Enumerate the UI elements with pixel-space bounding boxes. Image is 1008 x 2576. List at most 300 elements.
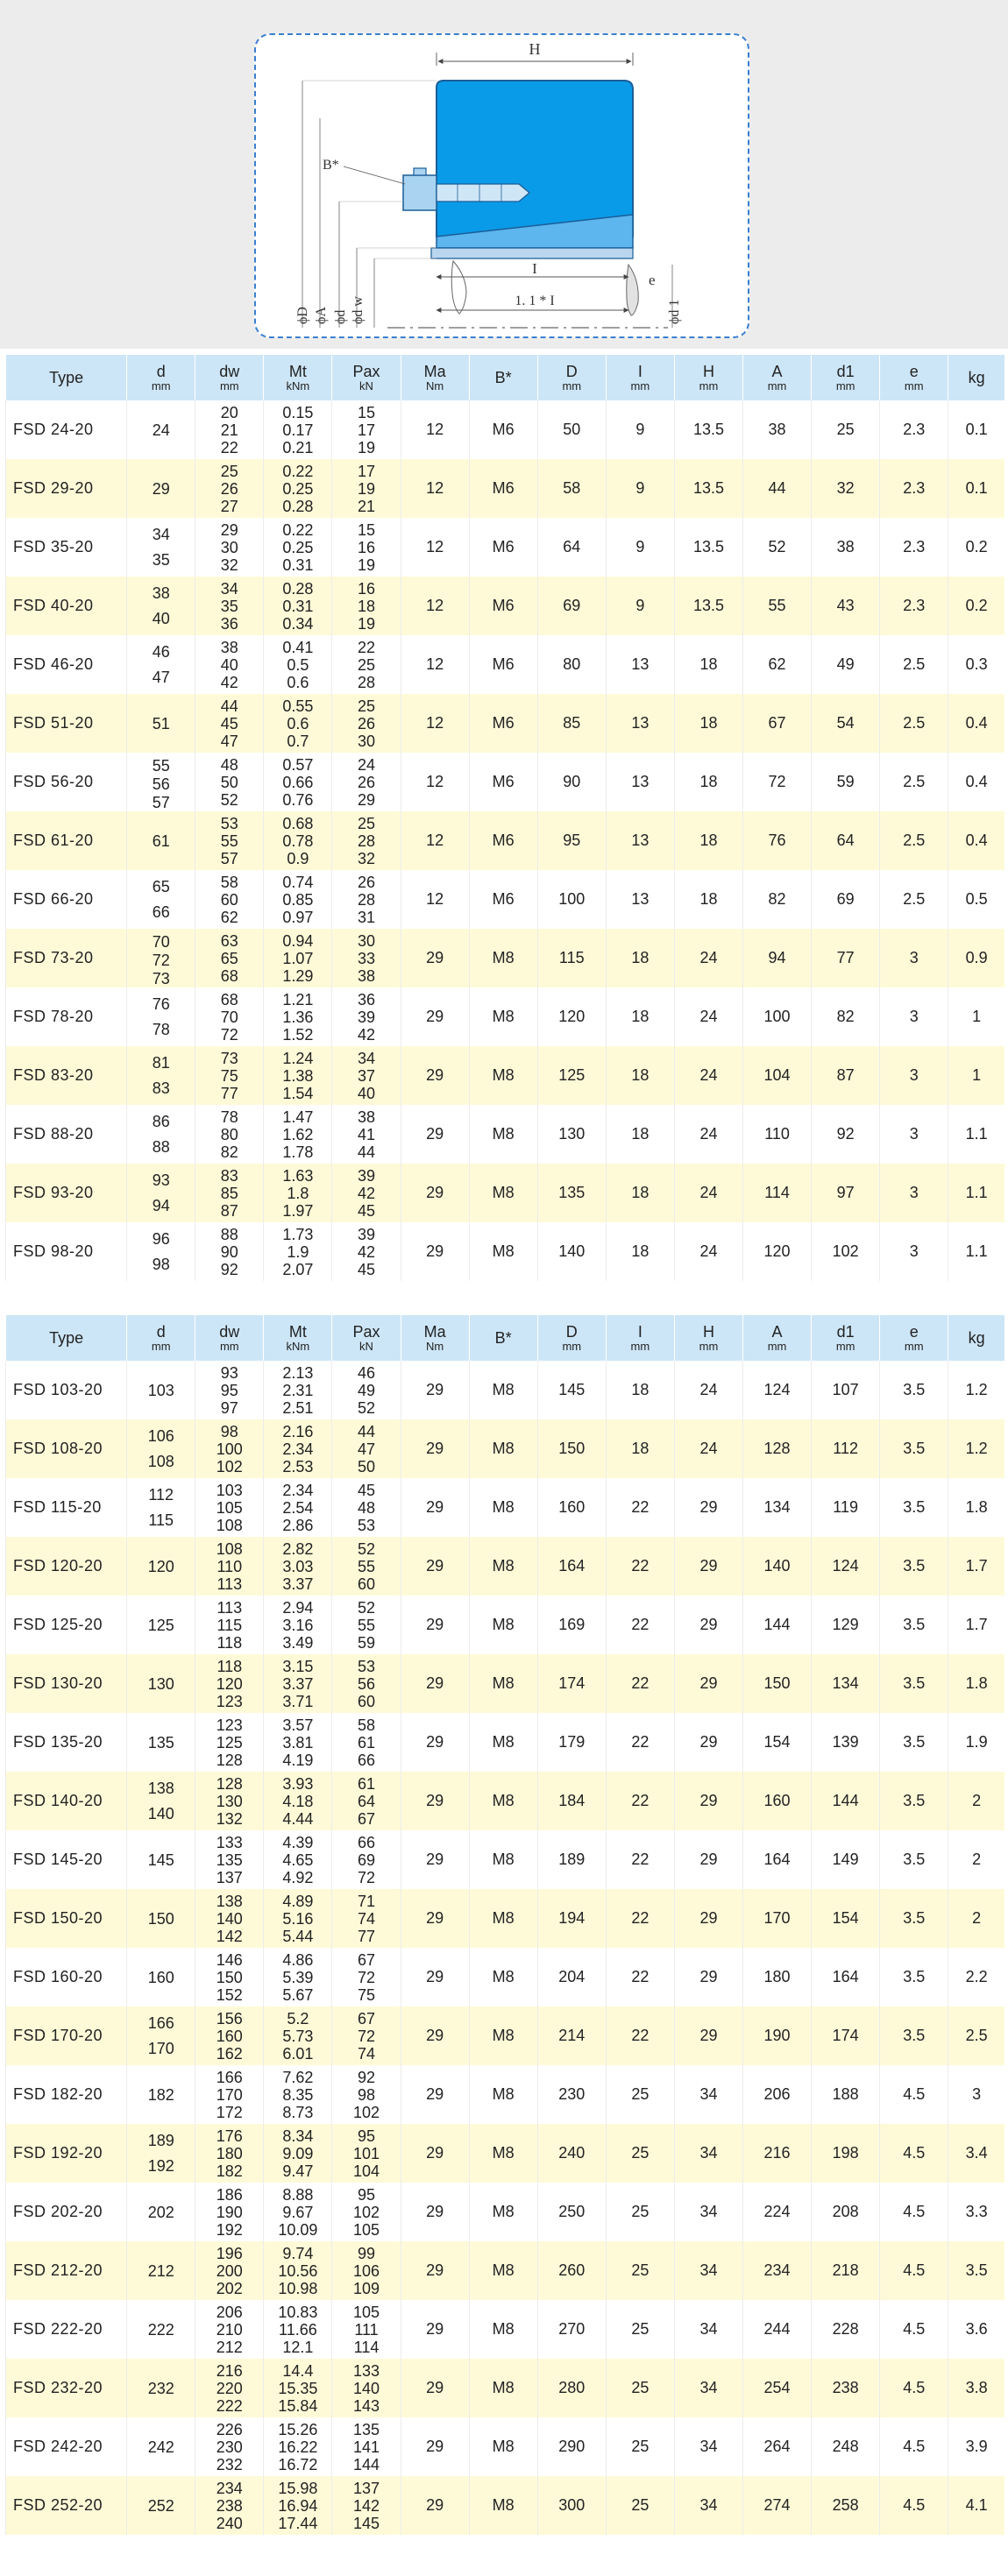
mt-value: 9.09 [282,2144,314,2162]
kg-cell: 1.1 [948,1164,1004,1222]
pax-value: 33 [357,949,376,967]
d-value: 34 [152,525,170,543]
dw-value: 70 [220,1008,238,1026]
d-value: 125 [147,1616,174,1634]
dw-value: 196 [216,2244,243,2262]
d1-cell: 87 [812,1046,880,1105]
d-cell [127,518,195,577]
d1-cell: 77 [812,929,880,987]
mt-value: 0.28 [282,579,314,598]
pax-cell [332,2300,401,2359]
b-cell: M8 [469,929,537,987]
type-cell: FSD 135-20 [6,1713,127,1772]
pax-value: 40 [357,1084,376,1102]
pax-value: 17 [357,421,376,439]
pax-cell [332,1948,401,2006]
dw-value: 77 [220,1084,238,1102]
a-cell: 110 [743,1105,812,1164]
kg-cell: 2 [948,1830,1004,1889]
mt-cell [264,1046,332,1105]
dw-value: 152 [216,1985,243,2004]
i-cell: 25 [606,2359,674,2417]
d1-cell: 25 [812,400,880,459]
kg-cell: 3.4 [948,2124,1004,2183]
column-name: kg [968,1328,985,1347]
pax-cell [332,694,401,753]
mt-value: 2.34 [282,1440,314,1458]
column-header [606,355,674,400]
column-unit: Nm [425,379,444,393]
pax-value: 64 [357,1792,376,1810]
kg-cell: 0.4 [948,811,1004,870]
dw-value: 108 [216,1539,243,1558]
column-name: d1 [836,1322,855,1341]
table-row [6,577,1005,635]
d-value: 106 [147,1426,174,1445]
dw-value: 142 [216,1927,243,1945]
dw-value: 123 [216,1692,243,1710]
column-name: kg [968,368,985,386]
d1-cell: 164 [812,1948,880,2006]
column-header [880,355,948,400]
mt-value: 0.55 [282,697,314,715]
dw-value: 58 [220,873,238,891]
pax-value: 61 [357,1733,376,1752]
dw-value: 226 [216,2420,243,2438]
i-cell: 22 [606,1772,674,1830]
d-cell: 260 [537,2241,606,2300]
d1-cell: 188 [812,2065,880,2124]
mt-value: 3.49 [282,1633,314,1652]
pax-value: 16 [357,579,376,598]
kg-cell: 3.9 [948,2417,1004,2476]
pax-value: 41 [357,1125,376,1143]
mt-value: 3.93 [282,1774,314,1793]
b-cell: M8 [469,2006,537,2065]
bolt-shank [437,184,529,202]
e-cell: 3.5 [880,1596,948,1654]
mt-value: 0.21 [282,438,314,456]
h-cell: 29 [674,1537,742,1596]
pax-value: 74 [357,2044,376,2063]
pax-value: 26 [357,714,376,732]
pax-value: 47 [357,1440,376,1458]
pax-value: 77 [357,1927,376,1945]
mt-cell [264,1948,332,2006]
a-cell: 216 [743,2124,812,2183]
column-header [880,1315,948,1361]
dw-value: 34 [220,579,238,598]
type-cell: FSD 103-20 [6,1361,127,1419]
mt-value: 4.44 [282,1809,314,1828]
d-value: 66 [152,902,170,921]
column-name: I [637,1322,642,1341]
mt-value: 5.16 [282,1909,314,1928]
pax-value: 114 [353,2338,380,2356]
column-header [264,355,332,400]
mt-value: 16.22 [278,2438,318,2456]
table-row [6,987,1005,1046]
e-cell: 3.5 [880,1830,948,1889]
d-cell [127,635,195,694]
label-phi-d1: ϕd 1 [667,299,682,324]
dw-value: 95 [220,1381,238,1399]
column-unit: kNm [286,1339,310,1353]
ma-cell: 29 [401,1164,469,1222]
table-row [6,2124,1005,2183]
column-unit: kN [359,379,373,393]
d1-cell: 144 [812,1772,880,1830]
column-name: Type [49,368,84,386]
table-header-row [6,355,1005,400]
table-row [6,1222,1005,1281]
d-value: 65 [152,877,170,895]
label-phi-dw: ϕd w [351,296,366,324]
d-value: 212 [147,2261,174,2280]
i-cell: 13 [606,694,674,753]
dw-cell [195,577,264,635]
label-i: I [532,260,537,277]
e-cell: 3.5 [880,1948,948,2006]
pax-cell [332,1361,401,1419]
d-cell [127,2417,195,2476]
d1-cell: 32 [812,459,880,518]
type-cell: FSD 35-20 [6,518,127,577]
table-row [6,1478,1005,1537]
dw-value: 53 [220,814,238,832]
mt-value: 2.16 [282,1422,314,1440]
mt-value: 3.16 [282,1616,314,1634]
column-header [948,355,1004,400]
pax-value: 52 [357,1598,376,1617]
dw-value: 192 [216,2220,243,2239]
d-value: 24 [152,421,170,439]
mt-cell [264,400,332,459]
table-row [6,1046,1005,1105]
mt-value: 2.34 [282,1481,314,1499]
d-value: 166 [147,2013,174,2032]
kg-cell: 0.9 [948,929,1004,987]
d-cell [127,2065,195,2124]
kg-cell: 1.9 [948,1713,1004,1772]
mt-value: 1.38 [282,1066,314,1085]
mt-value: 8.88 [282,2185,314,2204]
pax-value: 72 [357,2027,376,2045]
dw-value: 222 [216,2396,243,2415]
type-cell: FSD 130-20 [6,1654,127,1713]
ma-cell: 29 [401,1889,469,1948]
mt-value: 2.94 [282,1598,314,1617]
dw-value: 21 [220,421,238,439]
i-cell: 9 [606,518,674,577]
d-value: 232 [147,2379,174,2397]
d-cell: 214 [537,2006,606,2065]
d1-cell: 208 [812,2183,880,2241]
column-unit: kNm [286,379,310,393]
h-cell: 29 [674,1948,742,2006]
mt-value: 0.66 [282,773,314,791]
pax-value: 17 [357,462,376,480]
dw-value: 113 [217,1598,243,1617]
dw-cell [195,2124,264,2183]
type-cell: FSD 192-20 [6,2124,127,2183]
e-cell: 4.5 [880,2417,948,2476]
dw-value: 156 [216,2009,243,2028]
dw-value: 108 [216,1516,243,1534]
a-cell: 120 [743,1222,812,1281]
dw-value: 87 [220,1201,238,1220]
mt-value: 0.25 [282,479,314,498]
table-row [6,2417,1005,2476]
pax-cell [332,1772,401,1830]
d1-cell: 139 [812,1713,880,1772]
column-name: d [156,1322,166,1341]
d-value: 94 [152,1196,170,1214]
column-unit: Nm [425,1339,444,1353]
b-cell: M8 [469,2124,537,2183]
d-cell: 140 [537,1222,606,1281]
mt-value: 0.6 [287,714,309,732]
a-cell: 134 [743,1478,812,1537]
pax-value: 38 [357,1108,376,1126]
mt-value: 4.86 [282,1950,314,1969]
d1-cell: 38 [812,518,880,577]
column-unit: mm [904,379,924,393]
b-cell: M8 [469,1537,537,1596]
d-value: 51 [152,714,170,732]
dw-value: 200 [216,2261,243,2280]
mt-value: 2.51 [282,1398,314,1417]
d-value: 150 [147,1909,174,1928]
pax-cell [332,2006,401,2065]
i-cell: 18 [606,1361,674,1419]
a-cell: 72 [743,753,812,811]
a-cell: 164 [743,1830,812,1889]
dw-value: 162 [216,2044,243,2063]
d-cell: 135 [537,1164,606,1222]
b-cell: M8 [469,2476,537,2535]
dw-value: 172 [216,2103,243,2121]
dw-value: 210 [216,2320,243,2339]
kg-cell: 3.8 [948,2359,1004,2417]
pax-value: 72 [357,1968,376,1986]
i-cell: 25 [606,2124,674,2183]
column-header [401,1315,469,1361]
table-row [6,1361,1005,1419]
d1-cell: 97 [812,1164,880,1222]
d-cell: 230 [537,2065,606,2124]
dw-cell [195,1772,264,1830]
pax-cell [332,870,401,929]
mt-value: 0.76 [282,790,314,809]
dw-value: 73 [220,1049,238,1067]
d-value: 93 [152,1171,170,1189]
kg-cell: 1.7 [948,1596,1004,1654]
e-cell: 4.5 [880,2241,948,2300]
dw-cell [195,1654,264,1713]
b-cell: M8 [469,1419,537,1478]
mt-cell [264,2417,332,2476]
dw-value: 20 [220,403,238,421]
mt-value: 0.31 [282,556,314,574]
column-header [537,1315,606,1361]
pax-value: 144 [352,2455,380,2473]
e-cell: 3 [880,1046,948,1105]
dw-value: 166 [216,2068,243,2086]
kg-cell: 1 [948,987,1004,1046]
d-cell: 69 [537,577,606,635]
h-cell: 18 [674,753,742,811]
mt-value: 5.73 [282,2027,314,2045]
mt-value: 1.78 [282,1143,314,1161]
pax-value: 55 [357,1616,376,1634]
table-row [6,1654,1005,1713]
type-cell: FSD 170-20 [6,2006,127,2065]
h-cell: 13.5 [674,577,742,635]
kg-cell: 2.5 [948,2006,1004,2065]
d-value: 138 [147,1779,174,1797]
column-header [812,1315,880,1361]
column-name: D [565,362,578,380]
d1-cell: 102 [812,1222,880,1281]
mt-cell [264,1478,332,1537]
d-cell [127,577,195,635]
a-cell: 150 [743,1654,812,1713]
pax-cell [332,929,401,987]
mt-value: 16.72 [278,2455,318,2473]
dw-cell [195,694,264,753]
type-cell: FSD 125-20 [6,1596,127,1654]
b-cell: M8 [469,1948,537,2006]
kg-cell: 2 [948,1772,1004,1830]
dw-value: 140 [216,1909,243,1928]
pax-value: 106 [352,2261,380,2280]
dw-cell [195,1830,264,1889]
e-cell: 3 [880,1164,948,1222]
mt-cell [264,2300,332,2359]
column-name: D [565,1322,578,1341]
dw-value: 27 [220,497,238,515]
mt-cell [264,753,332,811]
i-cell: 22 [606,1654,674,1713]
d-cell [127,2006,195,2065]
dw-value: 68 [220,990,238,1008]
pax-value: 60 [357,1575,376,1593]
d-value: 72 [152,951,170,969]
a-cell: 82 [743,870,812,929]
e-cell: 2.5 [880,870,948,929]
d-cell [127,1772,195,1830]
d-value: 222 [147,2320,174,2339]
a-cell: 104 [743,1046,812,1105]
pax-value: 69 [357,1851,376,1869]
mt-value: 4.19 [282,1751,314,1769]
d-value: 135 [147,1733,174,1752]
column-unit: mm [699,379,719,393]
e-cell: 4.5 [880,2183,948,2241]
table-row [6,459,1005,518]
pax-cell [332,1478,401,1537]
d-value: 252 [147,2496,174,2515]
mt-cell [264,1713,332,1772]
d-value: 46 [152,642,170,661]
mt-value: 2.31 [282,1381,314,1399]
dw-value: 47 [220,732,238,750]
mt-value: 3.81 [282,1733,314,1752]
dw-value: 40 [220,655,238,674]
pax-cell [332,2183,401,2241]
d1-cell: 69 [812,870,880,929]
dw-cell [195,811,264,870]
pax-value: 42 [357,1184,376,1202]
mt-value: 4.65 [282,1851,314,1869]
dw-cell [195,2417,264,2476]
b-cell: M6 [469,870,537,929]
b-cell: M8 [469,2065,537,2124]
b-cell: M6 [469,400,537,459]
mt-value: 1.36 [282,1008,314,1026]
table-row [6,694,1005,753]
ma-cell: 29 [401,1772,469,1830]
ma-cell: 12 [401,518,469,577]
column-name: B* [494,368,512,386]
d-value: 145 [147,1851,174,1869]
mt-value: 0.17 [282,421,314,439]
d-value: 202 [147,2203,174,2221]
h-cell: 34 [674,2065,742,2124]
e-cell: 3.5 [880,2006,948,2065]
label-e: e [649,272,656,288]
d-value: 189 [147,2131,174,2149]
dw-value: 75 [220,1066,238,1085]
pax-value: 37 [357,1066,376,1085]
pax-value: 53 [357,1657,376,1675]
d-cell: 164 [537,1537,606,1596]
pax-value: 39 [357,1166,376,1185]
dw-value: 97 [220,1398,238,1417]
mt-value: 2.53 [282,1457,314,1476]
ma-cell: 12 [401,811,469,870]
mt-value: 3.15 [282,1657,314,1675]
dw-value: 133 [216,1833,243,1851]
d1-cell: 174 [812,2006,880,2065]
dw-value: 90 [220,1242,238,1261]
label-phi-a: ϕA [314,307,329,324]
column-unit: mm [562,379,582,393]
d-value: 78 [152,1020,170,1038]
mt-value: 0.5 [287,655,309,674]
mt-value: 1.8 [287,1184,309,1202]
ma-cell: 29 [401,1537,469,1596]
mt-value: 1.47 [282,1108,314,1126]
pax-cell [332,635,401,694]
pax-value: 56 [357,1674,376,1693]
dw-value: 110 [217,1557,243,1575]
d-cell: 184 [537,1772,606,1830]
d-cell: 169 [537,1596,606,1654]
column-name: I [637,362,642,380]
h-cell: 29 [674,1772,742,1830]
d-cell [127,459,195,518]
pax-value: 67 [357,1950,376,1969]
mt-value: 0.6 [287,673,309,691]
kg-cell: 3.3 [948,2183,1004,2241]
mt-cell [264,459,332,518]
a-cell: 55 [743,577,812,635]
a-cell: 190 [743,2006,812,2065]
d-cell [127,987,195,1046]
mt-value: 17.44 [278,2514,318,2532]
